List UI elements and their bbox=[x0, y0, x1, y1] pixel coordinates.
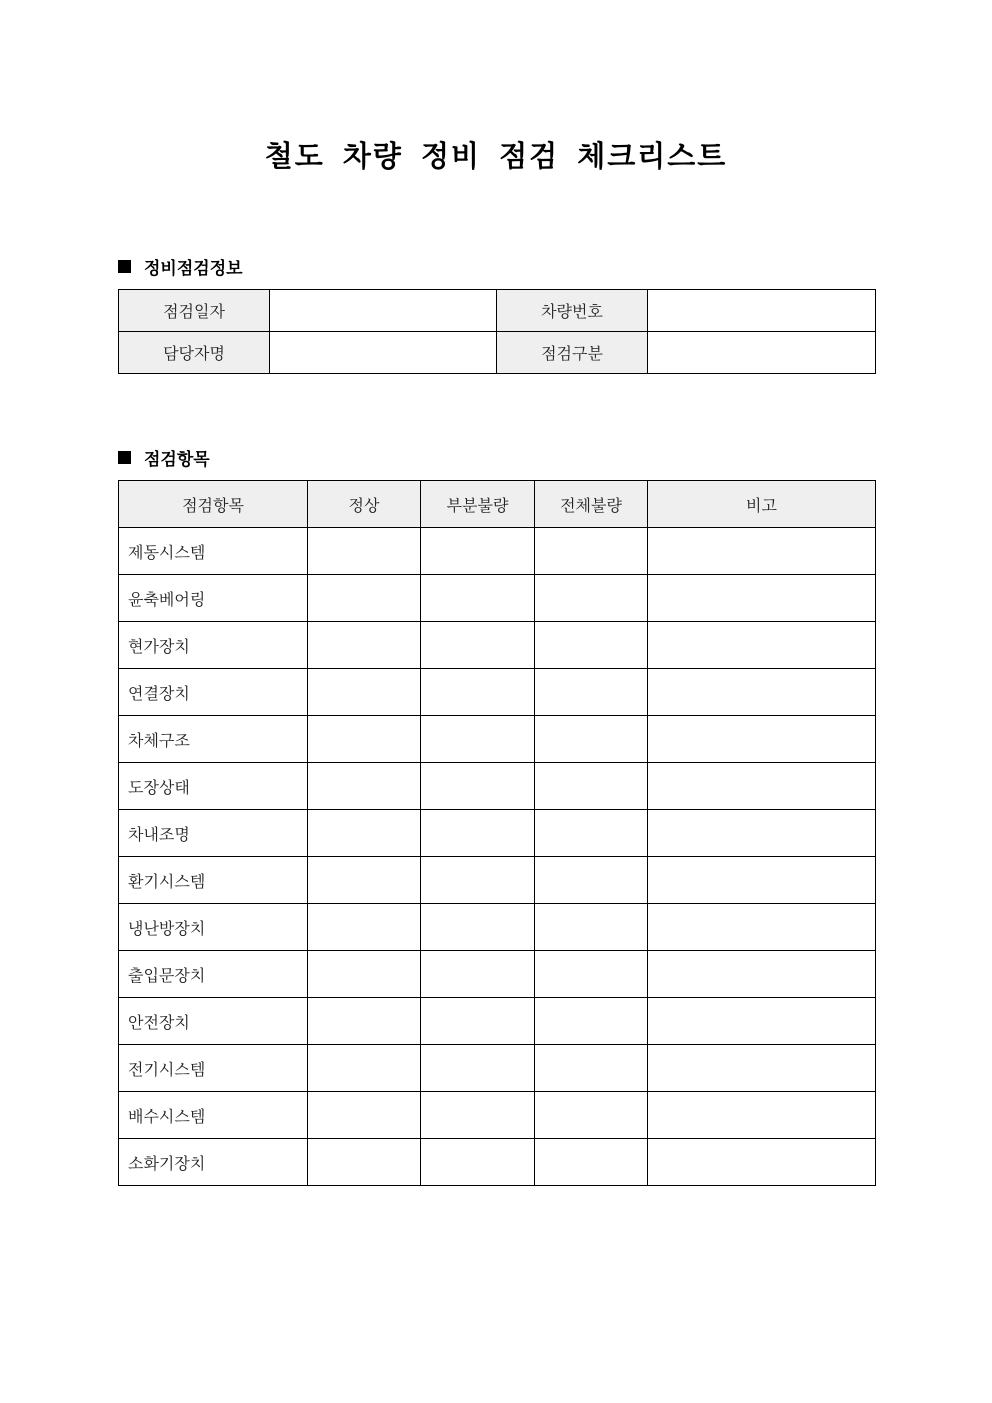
column-header-remarks: 비고 bbox=[648, 481, 876, 528]
remarks-field[interactable] bbox=[648, 810, 876, 857]
checklist-section-title: 점검항목 bbox=[144, 450, 210, 470]
remarks-field[interactable] bbox=[648, 575, 876, 622]
normal-check-cell[interactable] bbox=[308, 857, 421, 904]
partial-defect-check-cell[interactable] bbox=[421, 857, 535, 904]
normal-check-cell[interactable] bbox=[308, 810, 421, 857]
remarks-field[interactable] bbox=[648, 1092, 876, 1139]
remarks-field[interactable] bbox=[648, 904, 876, 951]
normal-check-cell[interactable] bbox=[308, 998, 421, 1045]
table-row bbox=[119, 528, 876, 575]
table-row bbox=[119, 1139, 876, 1186]
remarks-field[interactable] bbox=[648, 716, 876, 763]
remarks-field[interactable] bbox=[648, 1139, 876, 1186]
normal-check-cell[interactable] bbox=[308, 1045, 421, 1092]
table-row bbox=[119, 857, 876, 904]
table-row bbox=[119, 951, 876, 998]
total-defect-check-cell[interactable] bbox=[535, 1045, 648, 1092]
remarks-field[interactable] bbox=[648, 998, 876, 1045]
normal-check-cell[interactable] bbox=[308, 622, 421, 669]
item-label: 냉난방장치 bbox=[119, 904, 308, 951]
item-label: 차내조명 bbox=[119, 810, 308, 857]
normal-check-cell[interactable] bbox=[308, 575, 421, 622]
partial-defect-check-cell[interactable] bbox=[421, 810, 535, 857]
total-defect-check-cell[interactable] bbox=[535, 1139, 648, 1186]
table-row bbox=[119, 669, 876, 716]
partial-defect-check-cell[interactable] bbox=[421, 1139, 535, 1186]
partial-defect-check-cell[interactable] bbox=[421, 998, 535, 1045]
table-row bbox=[119, 1092, 876, 1139]
column-header-normal: 정상 bbox=[308, 481, 421, 528]
manager-name-label: 담당자명 bbox=[119, 332, 270, 374]
item-label: 배수시스템 bbox=[119, 1092, 308, 1139]
normal-check-cell[interactable] bbox=[308, 716, 421, 763]
partial-defect-check-cell[interactable] bbox=[421, 622, 535, 669]
table-row bbox=[119, 575, 876, 622]
remarks-field[interactable] bbox=[648, 1045, 876, 1092]
total-defect-check-cell[interactable] bbox=[535, 575, 648, 622]
column-header-total-defect: 전체불량 bbox=[535, 481, 648, 528]
partial-defect-check-cell[interactable] bbox=[421, 904, 535, 951]
total-defect-check-cell[interactable] bbox=[535, 669, 648, 716]
info-section-heading bbox=[118, 254, 243, 279]
normal-check-cell[interactable] bbox=[308, 1139, 421, 1186]
remarks-field[interactable] bbox=[648, 763, 876, 810]
partial-defect-check-cell[interactable] bbox=[421, 1045, 535, 1092]
partial-defect-check-cell[interactable] bbox=[421, 1092, 535, 1139]
inspection-info-table bbox=[118, 289, 876, 374]
inspection-type-label: 점검구분 bbox=[497, 332, 648, 374]
total-defect-check-cell[interactable] bbox=[535, 951, 648, 998]
normal-check-cell[interactable] bbox=[308, 1092, 421, 1139]
normal-check-cell[interactable] bbox=[308, 904, 421, 951]
table-row bbox=[119, 763, 876, 810]
remarks-field[interactable] bbox=[648, 951, 876, 998]
remarks-field[interactable] bbox=[648, 622, 876, 669]
total-defect-check-cell[interactable] bbox=[535, 716, 648, 763]
partial-defect-check-cell[interactable] bbox=[421, 528, 535, 575]
normal-check-cell[interactable] bbox=[308, 528, 421, 575]
info-section-title: 정비점검정보 bbox=[144, 259, 243, 279]
item-label: 도장상태 bbox=[119, 763, 308, 810]
normal-check-cell[interactable] bbox=[308, 669, 421, 716]
page-title: 철도 차량 정비 점검 체크리스트 bbox=[264, 139, 728, 173]
vehicle-number-label: 차량번호 bbox=[497, 290, 648, 332]
table-header-row bbox=[119, 481, 876, 528]
partial-defect-check-cell[interactable] bbox=[421, 951, 535, 998]
column-header-item: 점검항목 bbox=[119, 481, 308, 528]
partial-defect-check-cell[interactable] bbox=[421, 575, 535, 622]
inspection-date-label: 점검일자 bbox=[119, 290, 270, 332]
table-row bbox=[119, 904, 876, 951]
item-label: 윤축베어링 bbox=[119, 575, 308, 622]
manager-name-field[interactable] bbox=[270, 332, 497, 374]
remarks-field[interactable] bbox=[648, 857, 876, 904]
item-label: 전기시스템 bbox=[119, 1045, 308, 1092]
partial-defect-check-cell[interactable] bbox=[421, 716, 535, 763]
info-row bbox=[119, 332, 876, 374]
item-label: 제동시스템 bbox=[119, 528, 308, 575]
table-row bbox=[119, 998, 876, 1045]
inspection-date-field[interactable] bbox=[270, 290, 497, 332]
total-defect-check-cell[interactable] bbox=[535, 763, 648, 810]
remarks-field[interactable] bbox=[648, 528, 876, 575]
item-label: 연결장치 bbox=[119, 669, 308, 716]
column-header-partial-defect: 부분불량 bbox=[421, 481, 535, 528]
remarks-field[interactable] bbox=[648, 669, 876, 716]
table-row bbox=[119, 810, 876, 857]
inspection-checklist-table bbox=[118, 480, 876, 1186]
total-defect-check-cell[interactable] bbox=[535, 857, 648, 904]
total-defect-check-cell[interactable] bbox=[535, 622, 648, 669]
item-label: 출입문장치 bbox=[119, 951, 308, 998]
total-defect-check-cell[interactable] bbox=[535, 528, 648, 575]
item-label: 현가장치 bbox=[119, 622, 308, 669]
normal-check-cell[interactable] bbox=[308, 951, 421, 998]
partial-defect-check-cell[interactable] bbox=[421, 669, 535, 716]
total-defect-check-cell[interactable] bbox=[535, 1092, 648, 1139]
vehicle-number-field[interactable] bbox=[648, 290, 876, 332]
table-row bbox=[119, 716, 876, 763]
item-label: 안전장치 bbox=[119, 998, 308, 1045]
info-row bbox=[119, 290, 876, 332]
partial-defect-check-cell[interactable] bbox=[421, 763, 535, 810]
item-label: 차체구조 bbox=[119, 716, 308, 763]
inspection-type-field[interactable] bbox=[648, 332, 876, 374]
total-defect-check-cell[interactable] bbox=[535, 810, 648, 857]
total-defect-check-cell[interactable] bbox=[535, 904, 648, 951]
table-row bbox=[119, 1045, 876, 1092]
table-row bbox=[119, 622, 876, 669]
item-label: 환기시스템 bbox=[119, 857, 308, 904]
checklist-section-heading bbox=[118, 445, 210, 470]
item-label: 소화기장치 bbox=[119, 1139, 308, 1186]
square-bullet-icon bbox=[118, 451, 131, 464]
square-bullet-icon bbox=[118, 260, 131, 273]
normal-check-cell[interactable] bbox=[308, 763, 421, 810]
total-defect-check-cell[interactable] bbox=[535, 998, 648, 1045]
